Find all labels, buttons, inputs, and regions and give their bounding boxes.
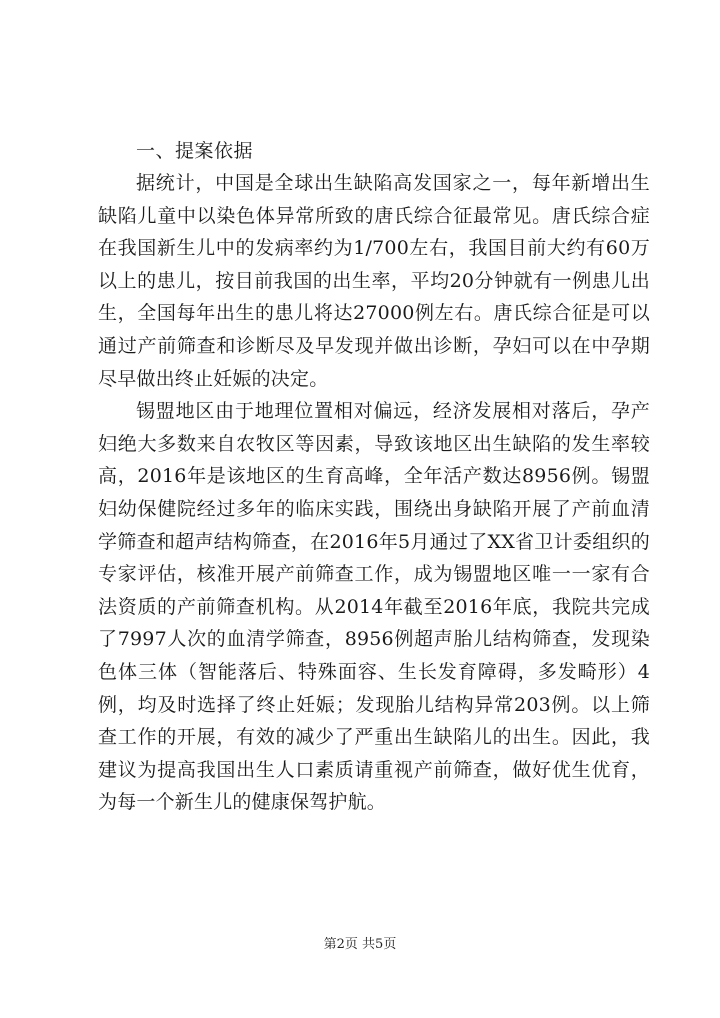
paragraph-statistics: 据统计，中国是全球出生缺陷高发国家之一，每年新增出生缺陷儿童中以染色体异常所致的唐氏综合征最常见。唐氏综合症在我国新生儿中的发病率约为1/700左右，我国目前大约有60万以上的患儿，按目前我国的出生率，平均20分钟就有一例患儿出生，全国每年出生的患儿将达27000例左右。唐氏综合征是可以通过产前筛查和诊断尽及早发现并做出诊断，孕妇可以在中孕期尽早做出终止妊娠的决定。 [98,172,650,390]
document-body [98,135,650,819]
paragraph-xilinmeng: 锡盟地区由于地理位置相对偏远，经济发展相对落后，孕产妇绝大多数来自农牧区等因素，导致该地区出生缺陷的发生率较高，2016年是该地区的生育高峰，全年活产数达8956例。锡盟妇幼保健院经过多年的临床实践，围绕出身缺陷开展了产前血清学筛查和超声结构筛查，在2016年5月通过了XX省卫计委组织的专家评估，核准开展产前筛查工作，成为锡盟地区唯一一家有合法资质的产前筛查机构。从2014年截至2016年底，我院共完成了7997人次的血清学筛查，8956例超声胎儿结构筛查，发现染色体三体（智能落后、特殊面容、生长发育障碍，多发畸形）4例，均及时选择了终止妊娠；发现胎儿结构异常203例。以上筛查工作的开展，有效的减少了严重出生缺陷儿的出生。因此，我建议为提高我国出生人口素质请重视产前筛查，做好优生优育，为每一个新生儿的健康保驾护航。 [98,400,650,814]
page-number-footer: 第2页 共5页 [323,937,397,952]
section-heading: 一、提案依据 [136,140,254,162]
